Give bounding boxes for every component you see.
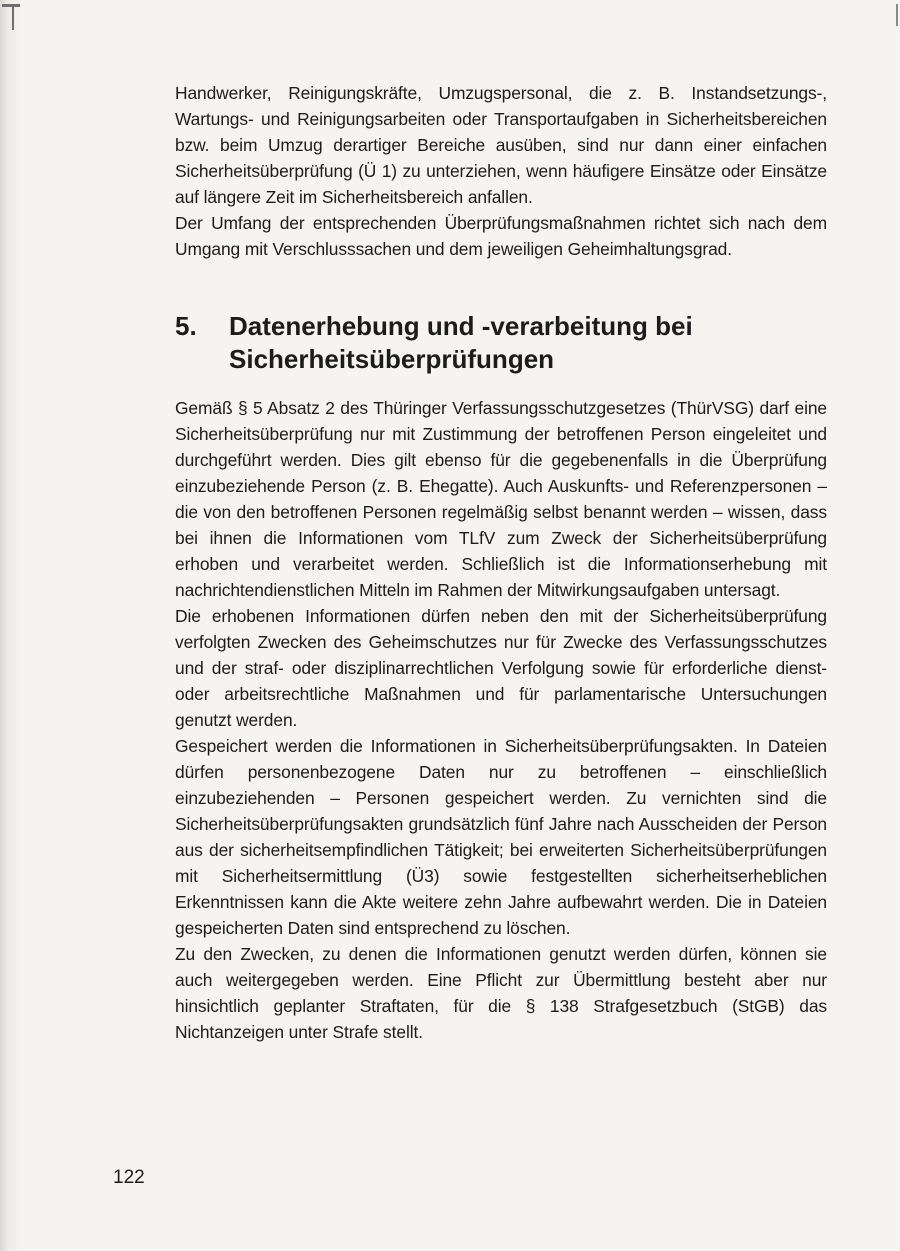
section-text-block [175, 395, 827, 1045]
section-title: Datenerhebung und -verarbeitung bei Sicherheitsüberprüfungen [229, 311, 693, 374]
scan-crop-mark [2, 4, 20, 7]
body-paragraph: Handwerker, Reinigungskräfte, Umzugspersonal, die z. B. Instandsetzungs-, Wartungs- und Reinigungsarbeiten oder Transportaufgaben in Sicherheitsbereichen bzw. beim Umzug derartiger Bereiche ausüben, sind nur dann einer einfachen Sicherheitsüberprüfung (Ü 1) zu unterziehen, wenn häufigere Einsätze oder Einsätze auf längere Zeit im Sicherheitsbereich anfallen. [175, 83, 827, 207]
body-paragraph: Gemäß § 5 Absatz 2 des Thüringer Verfassungsschutzgesetzes (ThürVSG) darf eine Sicherheitsüberprüfung nur mit Zustimmung der betroffenen Person eingeleitet und durchgeführt werden. Dies gilt ebenso für die gegebenenfalls in die Überprüfung einzubeziehende Person (z. B. Ehegatte). Auch Auskunfts- und Referenzpersonen – die von den betroffenen Personen regelmäßig selbst benannt werden – wissen, dass bei ihnen die Informationen vom TLfV zum Zweck der Sicherheitsüberprüfung erhoben und verarbeitet werden. Schließlich ist die Informationserhebung mit nachrichtendienstlichen Mitteln im Rahmen der Mitwirkungsaufgaben untersagt. [175, 398, 827, 600]
intro-text-block [175, 80, 827, 262]
section-number: 5. [175, 311, 197, 341]
scan-edge [0, 0, 22, 1251]
body-paragraph: Der Umfang der entsprechenden Überprüfungsmaßnahmen richtet sich nach dem Umgang mit Verschlusssachen und dem jeweiligen Geheimhaltungsgrad. [175, 213, 827, 259]
scan-crop-mark [896, 4, 898, 26]
body-paragraph: Die erhobenen Informationen dürfen neben den mit der Sicherheitsüberprüfung verfolgten Zwecken des Geheimschutzes nur für Zwecke des Verfassungsschutzes und der straf- oder disziplinarrechtlichen Verfolgung sowie für erforderliche dienst- oder arbeitsrechtliche Maßnahmen und für parlamentarische Untersuchungen genutzt werden. [175, 606, 827, 730]
body-paragraph: Zu den Zwecken, zu denen die Informationen genutzt werden dürfen, können sie auch weitergegeben werden. Eine Pflicht zur Übermittlung besteht aber nur hinsichtlich geplanter Straftaten, für die § 138 Strafgesetzbuch (StGB) das Nichtanzeigen unter Strafe stellt. [175, 944, 827, 1042]
section-heading [175, 310, 835, 376]
body-paragraph: Gespeichert werden die Informationen in Sicherheitsüberprüfungsakten. In Dateien dürfen personenbezogene Daten nur zu betroffenen – einschließlich einzubeziehenden – Personen gespeichert werden. Zu vernichten sind die Sicherheitsüberprüfungsakten grundsätzlich fünf Jahre nach Ausscheiden der Person aus der sicherheitsempfindlichen Tätigkeit; bei erweiterten Sicherheitsüberprüfungen mit Sicherheitsermittlung (Ü3) sowie festgestellten sicherheitserheblichen Erkenntnissen kann die Akte weitere zehn Jahre aufbewahrt werden. Die in Dateien gespeicherten Daten sind entsprechend zu löschen. [175, 736, 827, 938]
page-number: 122 [113, 1167, 145, 1188]
scan-crop-mark [12, 4, 14, 30]
